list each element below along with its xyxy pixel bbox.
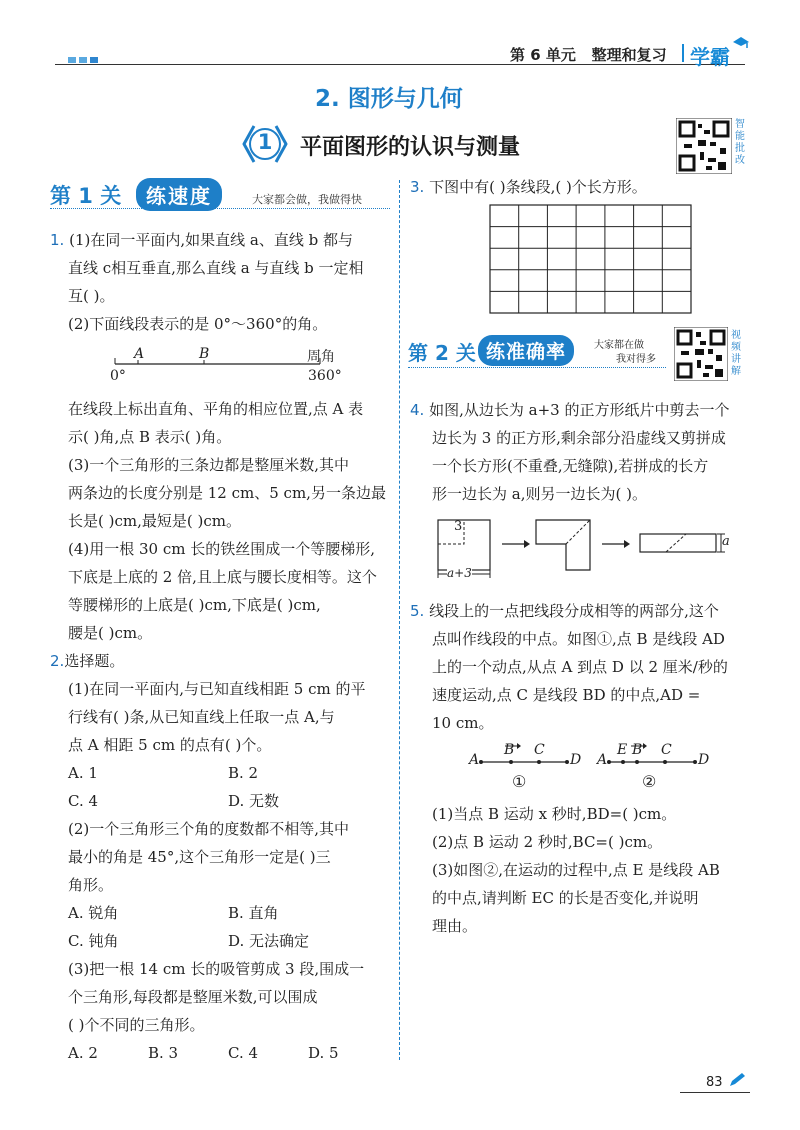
level1-name: 练速度 bbox=[136, 178, 222, 211]
header-unit: 第 6 单元 整理和复习 bbox=[510, 46, 667, 64]
line-label-B: B bbox=[199, 346, 210, 362]
q2-text: 个三角形,每段都是整厘米数,可以围成 bbox=[68, 988, 318, 1006]
q5-text: 上的一个动点,从点 A 到点 D 以 2 厘米/秒的 bbox=[432, 658, 728, 676]
q1-text: 腰是( )cm。 bbox=[68, 624, 153, 642]
q1-text: 互( )。 bbox=[68, 287, 115, 305]
q1-number: 1. bbox=[50, 231, 65, 249]
q2-text: (3)把一根 14 cm 长的吸管剪成 3 段,围成一 bbox=[68, 960, 365, 978]
q2-text: 点 A 相距 5 cm 的点有( )个。 bbox=[68, 736, 272, 754]
q2-text: (2)一个三角形三个角的度数都不相等,其中 bbox=[68, 820, 350, 838]
brand-logo: 学霸 bbox=[690, 45, 730, 69]
q1-text: 等腰梯形的上底是( )cm,下底是( )cm, bbox=[68, 596, 321, 614]
seg2-C: C bbox=[661, 742, 672, 758]
q5-text: (1)当点 B 运动 x 秒时,BD=( )cm。 bbox=[432, 805, 677, 823]
level2-name: 练准确率 bbox=[478, 335, 574, 366]
seg2-A: A bbox=[597, 752, 608, 768]
q4-number: 4. bbox=[410, 401, 425, 419]
qr-code-icon[interactable] bbox=[676, 118, 732, 174]
seg1-B: B bbox=[504, 742, 515, 758]
q2-text: (1)在同一平面内,与已知直线相距 5 cm 的平 bbox=[68, 680, 366, 698]
q2-text: 最小的角是 45°,这个三角形一定是( )三 bbox=[68, 848, 331, 866]
seg1-label: ① bbox=[512, 772, 527, 791]
option: D. 5 bbox=[308, 1044, 339, 1062]
seg2-label: ② bbox=[642, 772, 657, 791]
level2-slogan-1: 大家都在做 bbox=[594, 340, 644, 351]
q2-title: 选择题。 bbox=[64, 652, 125, 670]
question-4 bbox=[410, 396, 755, 508]
q4-text: 一个长方形(不重叠,无缝隙),若拼成的长方 bbox=[432, 457, 709, 475]
option: C. 钝角 bbox=[68, 932, 119, 950]
q5-text: 线段上的一点把线段分成相等的两部分,这个 bbox=[429, 602, 719, 620]
level2-slogan-2: 我对得多 bbox=[616, 354, 656, 365]
option: B. 直角 bbox=[228, 904, 279, 922]
option: A. 锐角 bbox=[68, 904, 119, 922]
q2-text: ( )个不同的三角形。 bbox=[68, 1016, 205, 1034]
fig-label-a: a bbox=[722, 534, 730, 549]
q1-text: 直线 c相互垂直,那么直线 a 与直线 b 一定相 bbox=[68, 259, 364, 277]
q2-text: 行线有( )条,从已知直线上任取一点 A,与 bbox=[68, 708, 335, 726]
line-label-A: A bbox=[134, 346, 145, 362]
qr-label-grading: 智能批改 bbox=[735, 119, 745, 166]
q5-number: 5. bbox=[410, 602, 425, 620]
level1-prefix: 第 1 关 bbox=[50, 184, 122, 208]
q1-line: 1. (1)在同一平面内,如果直线 a、直线 b 都与 bbox=[50, 231, 353, 249]
q4-text: 边长为 3 的正方形,剩余部分沿虚线又剪拼成 bbox=[432, 429, 726, 447]
footer-rule bbox=[680, 1092, 750, 1093]
square-cut-figure bbox=[430, 512, 750, 584]
question-5 bbox=[410, 597, 755, 737]
fig-label-side: a+3 bbox=[447, 566, 472, 580]
pencil-icon bbox=[728, 1072, 748, 1088]
q5-text: 速度运动,点 C 是线段 BD 的中点,AD = bbox=[432, 686, 701, 704]
page-title: 2. 图形与几何 bbox=[315, 86, 463, 112]
q5-text: 10 cm。 bbox=[432, 714, 494, 732]
fig-label-3: 3 bbox=[454, 519, 463, 534]
q1-text: (2)下面线段表示的是 0°～360°的角。 bbox=[68, 315, 328, 333]
q1-text: 长是( )cm,最短是( )cm。 bbox=[68, 512, 241, 530]
option: A. 1 bbox=[68, 764, 98, 782]
q1-text: 示( )角,点 B 表示( )角。 bbox=[68, 428, 232, 446]
line-label-zero: 0° bbox=[110, 368, 126, 384]
q5-text: (3)如图②,在运动的过程中,点 E 是线段 AB bbox=[432, 861, 720, 879]
column-divider bbox=[399, 180, 400, 1060]
option: C. 4 bbox=[228, 1044, 259, 1062]
q2-options bbox=[68, 1039, 398, 1067]
seg1-C: C bbox=[534, 742, 545, 758]
q4-text: 如图,从边长为 a+3 的正方形纸片中剪去一个 bbox=[429, 401, 730, 419]
q5-text: 的中点,请判断 EC 的长是否变化,并说明 bbox=[432, 889, 699, 907]
q1-text: (4)用一根 30 cm 长的铁丝围成一个等腰梯形, bbox=[68, 540, 376, 558]
question-3 bbox=[410, 173, 750, 201]
question-1-cont bbox=[68, 395, 398, 647]
level2-underline bbox=[408, 367, 666, 368]
question-2 bbox=[50, 647, 395, 675]
q4-text: 形一边长为 a,则另一边长为( )。 bbox=[432, 485, 647, 503]
question-1 bbox=[50, 226, 395, 338]
option: A. 2 bbox=[68, 1044, 98, 1062]
qr-code-video-icon[interactable] bbox=[674, 327, 728, 381]
qr-label-video: 视频讲解 bbox=[731, 330, 741, 377]
q2-options bbox=[68, 759, 398, 787]
q1-text: (3)一个三角形的三条边都是整厘米数,其中 bbox=[68, 456, 350, 474]
q2-number: 2. bbox=[50, 652, 65, 670]
level1-slogan: 大家都会做，我做得快 bbox=[252, 193, 362, 206]
q5-text: (2)点 B 运动 2 秒时,BC=( )cm。 bbox=[432, 833, 663, 851]
seg1-A: A bbox=[469, 752, 480, 768]
line-label-full: 360° bbox=[308, 368, 342, 384]
page-number: 83 bbox=[706, 1075, 723, 1090]
header-divider bbox=[682, 44, 684, 62]
option: B. 2 bbox=[228, 764, 259, 782]
level1-underline bbox=[50, 208, 390, 209]
q2-options bbox=[68, 787, 398, 815]
q2-text: 角形。 bbox=[68, 876, 114, 894]
q5-text: 点叫作线段的中点。如图①,点 B 是线段 AD bbox=[432, 630, 725, 648]
q1-text: 在线段上标出直角、平角的相应位置,点 A 表 bbox=[68, 400, 364, 418]
option: C. 4 bbox=[68, 792, 99, 810]
lesson-title: 平面图形的认识与测量 bbox=[300, 135, 521, 160]
q5-text: 理由。 bbox=[432, 917, 478, 935]
option: B. 3 bbox=[148, 1044, 179, 1062]
question-2-body bbox=[68, 675, 398, 1067]
lesson-number: 1 bbox=[257, 130, 273, 154]
brand-cap-icon bbox=[732, 36, 750, 50]
q1-text: 下底是上底的 2 倍,且上底与腰长度相等。这个 bbox=[68, 568, 377, 586]
q3-text: 下图中有( )条线段,( )个长方形。 bbox=[429, 178, 647, 196]
option: D. 无法确定 bbox=[228, 932, 310, 950]
q1-text: 两条边的长度分别是 12 cm、5 cm,另一条边最 bbox=[68, 484, 386, 502]
seg1-D: D bbox=[570, 752, 582, 768]
option: D. 无数 bbox=[228, 792, 280, 810]
level2-prefix: 第 2 关 bbox=[408, 341, 476, 365]
q3-number: 3. bbox=[410, 178, 425, 196]
seg2-D: D bbox=[698, 752, 710, 768]
line-label-end: 周角 bbox=[307, 349, 335, 365]
q2-options bbox=[68, 899, 398, 927]
question-5-subs bbox=[432, 800, 752, 940]
seg2-B: B bbox=[632, 742, 643, 758]
q2-options bbox=[68, 927, 398, 955]
seg2-E: E bbox=[617, 742, 628, 758]
rectangle-grid bbox=[488, 203, 694, 315]
